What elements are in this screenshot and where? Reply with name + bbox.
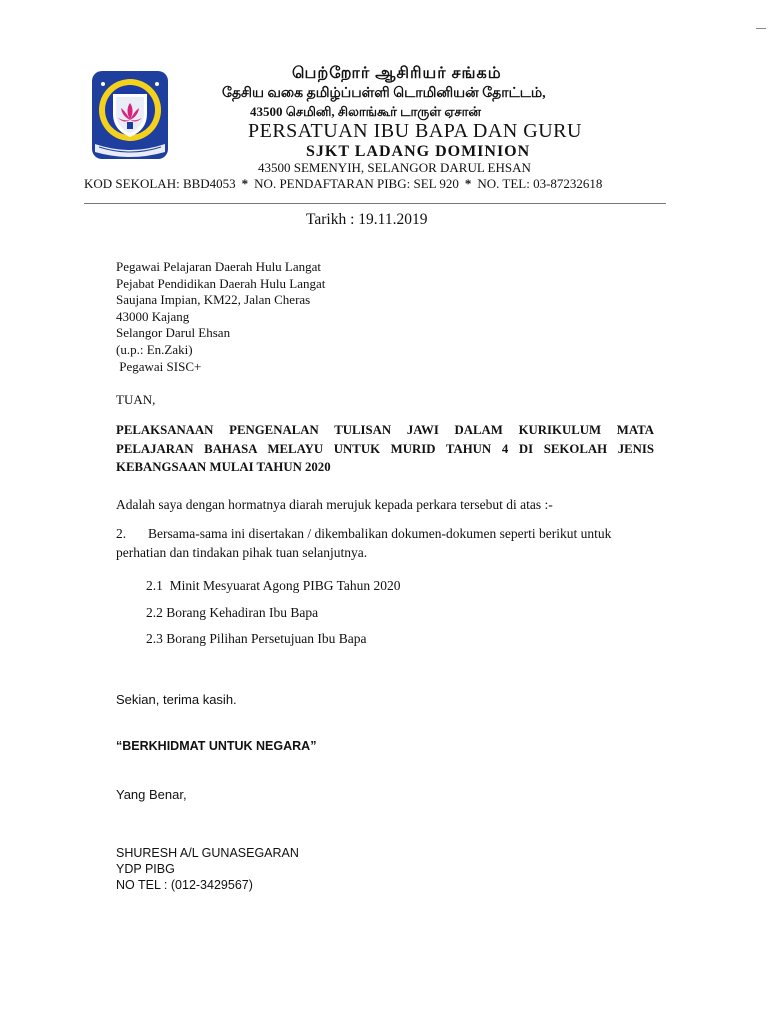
recipient-address-block — [116, 259, 325, 375]
signatory-block — [116, 846, 299, 893]
recipient-line: Saujana Impian, KM22, Jalan Cheras — [116, 292, 311, 308]
body-paragraph-2 — [116, 524, 652, 562]
paragraph-number: 2. — [116, 526, 127, 541]
letterhead-divider — [84, 203, 666, 204]
tamil-school-name: தேசிய வகை தமிழ்ப்பள்ளி டொமினியன் தோட்டம், — [222, 86, 546, 101]
valediction: Yang Benar, — [116, 787, 187, 802]
closing-remark: Sekian, terima kasih. — [116, 692, 237, 707]
recipient-line: Pejabat Pendidikan Daerah Hulu Langat — [116, 275, 326, 291]
subject-line: KEBANGSAAN MULAI TAHUN 2020 — [116, 460, 331, 474]
school-crest-icon — [91, 70, 169, 160]
attachment-item: 2.3 Borang Pilihan Persetujuan Ibu Bapa — [146, 631, 367, 646]
telephone-number: NO. TEL: 03-87232618 — [477, 176, 603, 191]
tamil-org-name: பெற்றோர் ஆசிரியர் சங்கம் — [292, 65, 502, 82]
recipient-line: 43000 Kajang — [116, 308, 190, 324]
school-code: KOD SEKOLAH: BBD4053 — [84, 176, 236, 191]
letter-date: Tarikh : 19.11.2019 — [306, 211, 428, 228]
letter-subject — [116, 421, 654, 477]
attachment-item: 2.1 Minit Mesyuarat Agong PIBG Tahun 2020 — [146, 578, 401, 593]
recipient-line: (u.p.: En.Zaki) — [116, 341, 193, 357]
letterhead-info-bar — [84, 176, 666, 192]
paragraph-text: Bersama-sama ini disertakan / dikembalikan dokumen-dokumen seperti berikut untuk perhatian dan tindakan pihak tuan selanjutnya. — [116, 526, 612, 560]
salutation: TUAN, — [116, 392, 156, 407]
body-paragraph-1: Adalah saya dengan hormatnya diarah merujuk kepada perkara tersebut di atas :- — [116, 497, 553, 512]
subject-line: PELAJARAN BAHASA MELAYU UNTUK MURID TAHUN 4 DI SEKOLAH JENIS — [116, 441, 654, 456]
attachment-item: 2.2 Borang Kehadiran Ibu Bapa — [146, 604, 319, 620]
org-name: PERSATUAN IBU BAPA DAN GURU — [248, 120, 582, 142]
motto: “BERKHIDMAT UNTUK NEGARA” — [116, 739, 317, 753]
tamil-address: 43500 செமினி, சிலாங்கூர் டாருள் ஏசான் — [250, 104, 482, 119]
separator: * — [464, 176, 472, 191]
attachment-list — [146, 578, 401, 658]
registration-number: NO. PENDAFTARAN PIBG: SEL 920 — [254, 176, 459, 191]
recipient-line: Pegawai SISC+ — [116, 358, 202, 374]
separator: * — [241, 176, 249, 191]
subject-line: PELAKSANAAN PENGENALAN TULISAN JAWI DALAM KURIKULUM MATA — [116, 423, 654, 437]
signatory-name: SHURESH A/L GUNASEGARAN — [116, 846, 299, 860]
recipient-line: Pegawai Pelajaran Daerah Hulu Langat — [116, 259, 322, 274]
recipient-line: Selangor Darul Ehsan — [116, 325, 231, 341]
signatory-title: YDP PIBG — [116, 861, 175, 876]
signatory-phone: NO TEL : (012-3429567) — [116, 877, 253, 892]
school-name: SJKT LADANG DOMINION — [306, 143, 531, 160]
scan-mark — [756, 28, 766, 29]
school-address: 43500 SEMENYIH, SELANGOR DARUL EHSAN — [258, 160, 531, 175]
